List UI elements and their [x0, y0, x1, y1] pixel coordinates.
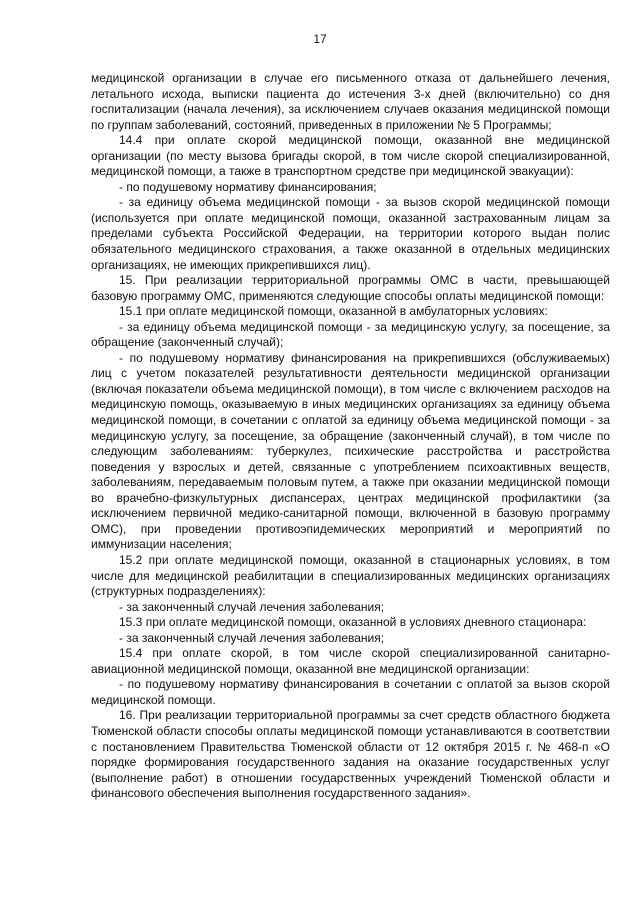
paragraph-14-4: 14.4 при оплате скорой медицинской помощи, оказанной вне медицинской организации (по месту вызова бригады скорой, в том числе скорой специализированной, медицинской помощи, а также в транспортном средстве при медицинской эвакуации): [91, 133, 610, 179]
list-item-per-unit: - за единицу объема медицинской помощи - за медицинскую услугу, за посещение, за обращение (законченный случай); [91, 319, 610, 350]
document-body [91, 71, 610, 802]
paragraph-15-1: 15.1 при оплате медицинской помощи, оказанной в амбулаторных условиях: [119, 304, 548, 319]
paragraph-15: 15. При реализации территориальной программы ОМС в части, превышающей базовую программу ОМС, применяются следующие способы оплаты медицинской помощи: [91, 273, 610, 303]
list-item-per-call: - за единицу объема медицинской помощи - за вызов скорой медицинской помощи (используется при оплате медицинской помощи, оказанной застрахованным лицам за пределами субъекта Российской Федерации, на территории которого выдан полис обязательного медицинского страхования, а также оказанной в отдельных медицинских организациях, не имеющих прикрепившихся лиц). [91, 195, 610, 272]
list-item-completed-case: - за законченный случай лечения заболевания; [119, 599, 385, 614]
paragraph-16: 16. При реализации территориальной программы за счет средств областного бюджета Тюменской области способы оплаты медицинской помощи устанавливаются в соответствии с постановлением Правительства Тюменской области от 12 октября 2015 г. № 468-п «О порядке формирования государственного задания на оказание государственных услуг (выполнение работ) в отношении государственных учреждений Тюменской области и финансового обеспечения выполнения государственного задания». [91, 708, 610, 801]
list-item-completed-case-day: - за законченный случай лечения заболевания; [119, 630, 385, 645]
page-number: 17 [313, 32, 327, 46]
paragraph-15-2: 15.2 при оплате медицинской помощи, оказанной в стационарных условиях, в том числе для медицинской реабилитации в специализированных медицинских организациях (структурных подразделениях): [91, 552, 610, 599]
paragraph-15-3: 15.3 при оплате медицинской помощи, оказанной в условиях дневного стационара: [119, 615, 587, 630]
list-item-per-capita-attached: - по подушевому нормативу финансирования на прикрепившихся (обслуживаемых) лиц с учетом показателей результативности деятельности медицинской организации (включая показатели объема медицинской помощи), в том числе с включением расходов на медицинскую помощь, оказываемую в иных медицинских организациях за единицу объема медицинской помощи, в сочетании с оплатой за единицу объема медицинской помощи - за медицинскую услугу, за посещение, за обращение (законченный случай), в том числе по следующим заболеваниям: туберкулез, психические расстройства и расстройства поведения у взрослых и детей, связанные с употреблением психоактивных веществ, заболеваниям, передаваемым половым путем, а также при оказании медицинской помощи во врачебно-физкультурных диспансерах, центрах медицинской профилактики (за исключением первичной медико-санитарной помощи, включенной в базовую программу ОМС), при проведении противоэпидемических мероприятий и мероприятий по иммунизации населения; [91, 350, 610, 552]
list-item-per-capita: - по подушевому нормативу финансирования; [119, 179, 377, 194]
paragraph-15-4: 15.4 при оплате скорой, в том числе скорой специализированной санитарно-авиационной медицинской помощи, оказанной вне медицинской организации: [91, 646, 610, 676]
list-item-per-capita-combined: - по подушевому нормативу финансирования в сочетании с оплатой за вызов скорой медицинской помощи. [91, 677, 610, 707]
paragraph-continuation: медицинской организации в случае его письменного отказа от дальнейшего лечения, летального исхода, выписки пациента до истечения 3-х дней (включительно) со дня госпитализации (начала лечения), за исключением случаев оказания медицинской помощи по группам заболеваний, состояний, приведенных в приложении № 5 Программы; [91, 71, 610, 132]
